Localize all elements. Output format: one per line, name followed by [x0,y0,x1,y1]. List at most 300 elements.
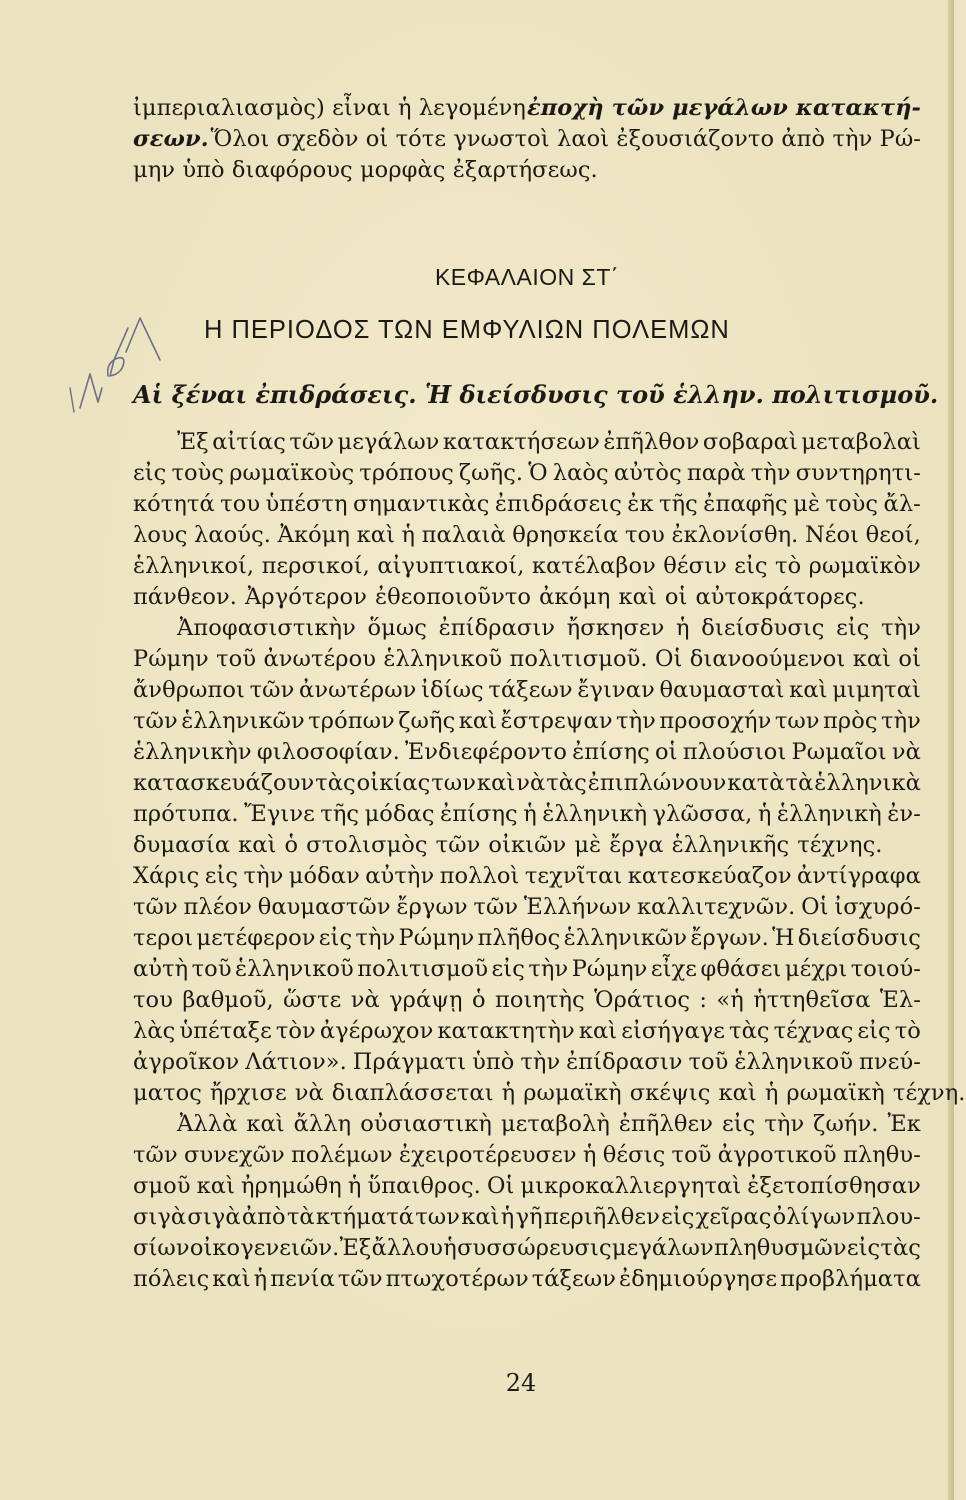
word: λαὸς [552,460,609,486]
word: «ἡ [716,987,744,1013]
word: τῆς [659,491,698,517]
text-line [133,551,921,582]
word: ἡ [501,1080,516,1106]
word: ἡ [253,1266,268,1292]
word: μιμηταὶ [832,677,921,703]
word: αὐτὴν [365,863,435,889]
word: τρόπους [359,460,454,486]
word: τέχνη. [892,1080,966,1106]
text-line [133,923,921,954]
word: του [624,522,665,548]
section-heading: Αἱ ξέναι ἐπιδράσεις. Ἡ διείσδυσις τοῦ ἑλλην. πολιτισμοῦ. [133,380,939,409]
word: ρωμαϊκὴ [523,1080,622,1106]
word: Χάρις [133,863,200,889]
word: γλῶσσα, [652,801,753,827]
word: τέχνας [773,1018,854,1044]
text-line [133,1047,921,1078]
word: ἐπῆλθεν [618,1111,714,1137]
word: κατέλαβον [531,553,656,579]
word: δυμασία [133,832,231,858]
word: κατεσκεύαζον [627,863,792,889]
text-line [133,706,921,737]
word: πνεύ- [859,1049,921,1075]
word: πολλοὶ [439,863,520,889]
word: Ρώμην [133,646,209,672]
word: αὐτοκράτορες. [695,584,865,610]
word: καὶ [196,1173,235,1199]
word: ἡ [443,1235,457,1261]
word: αὐτὴ [133,956,189,982]
word: πρότυπα. [133,801,239,827]
word: ἄλλη [293,1111,352,1137]
text-line [133,675,921,706]
word: ἄνθρωποι [133,677,245,703]
word: ἑλληνικοῦ [383,646,503,672]
page-number: 24 [505,1369,537,1397]
text-line [133,1264,921,1295]
word: διανοούμενοι [689,646,846,672]
page-edge [948,0,954,1500]
word: τὴν [764,1111,805,1137]
word: ἄλ- [883,491,921,517]
word: διείσδυσις [701,615,825,641]
word: Ρωμαῖοι [791,739,887,765]
word: Πράγματι [352,1049,467,1075]
word: εἰς [491,956,525,982]
word: τοὺς [171,460,225,486]
word: τῶν [337,1266,383,1292]
word: των [431,770,476,796]
word: κατακτητὴν [437,1018,575,1044]
word: των [415,1204,461,1230]
text-line [133,1233,921,1264]
word: μεταβολὴ [500,1111,610,1137]
word: ρωμαϊκὸν [808,553,921,579]
word: τῶν [133,1142,178,1168]
word: τοὺς [825,491,879,517]
word: εἰς [846,1235,881,1261]
word: πολιτισμοῦ. [509,646,648,672]
word: Οἱ [801,894,829,920]
word: σίων [133,1235,190,1261]
word: πόλεις [133,1266,210,1292]
word: καὶ [356,522,395,548]
word: ἤρχισε [209,1080,287,1106]
word: Ἀκόμη [277,522,351,548]
word: τῶν [435,832,481,858]
word: μέχρι [784,956,848,982]
word: μόδαν [288,863,360,889]
word: συσσώρευσις [457,1235,612,1261]
word: Ἡ [772,925,795,951]
word: φθάσει [700,956,782,982]
word: Ἑλ- [879,987,921,1013]
word: νὰ [294,1080,324,1106]
word: νὰ [516,770,546,796]
word: ἐπιπλώνουν [587,770,727,796]
word: καὶ [852,646,892,672]
word: τῶν [249,677,295,703]
word: εἰσήγαγε [621,1018,726,1044]
word: τὰς [729,1018,770,1044]
word: ἐξετοπίσθησαν [747,1173,921,1199]
word: ἀκόμη [539,584,611,610]
text-line [133,985,921,1016]
word: γῆ [515,1204,543,1230]
word: συντηρητι- [795,460,921,486]
text-line [133,520,921,551]
word: Οἱ [654,646,683,672]
word: τὸν [275,1018,316,1044]
word: ἰσχυρό- [834,894,921,920]
word: καὶ [476,770,516,796]
text-line [133,124,921,155]
word: ἀγροῖκον [133,1049,240,1075]
word: τάξεων [531,1266,617,1292]
text-line [133,1171,921,1202]
word: τῶν [133,708,178,734]
word: καὶ [212,1266,251,1292]
word: σιγὰ [187,1204,241,1230]
word: εἰς [661,1204,695,1230]
word: αἰγυπτιακοί, [377,553,525,579]
word: θαυμασταὶ [659,677,785,703]
word: εἶχε [650,956,698,982]
text-line [133,737,921,768]
word: ἔργων [396,894,468,920]
word: ἑλληνικὰ [814,770,921,796]
word: τοῦ [688,1049,729,1075]
word: κατὰ [727,770,785,796]
word: λὰς [133,1018,176,1044]
word: οἰκογενειῶν. [189,1235,340,1261]
word: ματος [133,1080,202,1106]
word: κατασκευάζουν [133,770,315,796]
word: ἑλληνικῶν [563,925,688,951]
word: τὰς [315,770,356,796]
word: τὴν [881,615,921,641]
word: πρὸς [823,708,878,734]
word: του [133,987,173,1013]
word: Ἑλλήνων [523,894,632,920]
text-line [133,892,921,923]
word: νὰ [891,739,921,765]
word: ἑλληνικὴ [542,801,648,827]
word: ὥστε [283,987,342,1013]
word: σημαντικὰς [352,491,490,517]
word: φιλοσοφίαν. [256,739,400,765]
word: τρόπων [308,708,395,734]
word: ὁ [471,987,486,1013]
word: πάνθεον. [133,584,238,610]
word: Ἐνδιεφέροντο [405,739,567,765]
word: ἤσκησεν [566,615,665,641]
word: ἐπίσης [440,801,518,827]
word: ἑλληνικοί, [133,553,255,579]
word: πλέον [183,894,252,920]
emphasized-text: σεων. [133,126,209,152]
word: διείσδυσις [797,925,921,951]
text-line [133,768,921,799]
word: ζωήν. [813,1111,879,1137]
word: Νέοι [804,522,860,548]
word: ὑπέταξε [179,1018,272,1044]
text-line [133,1109,921,1140]
word: Ἀποφασιστικὴν [177,615,356,641]
text-line [133,1016,921,1047]
word: μὲ [793,491,821,517]
word: τὴν [881,708,921,734]
word: ἡ [523,801,537,827]
word: πλῆθος [477,925,561,951]
word: ἑλληνικοῦ [235,956,354,982]
word: ὁ [284,832,299,858]
word: ἐχειροτέρευσεν [398,1142,577,1168]
word: ἔστρεψαν [500,708,613,734]
text-line [133,1202,921,1233]
handwritten-margin-mark [68,316,168,426]
word: ποιητὴς [494,987,585,1013]
word: τεχνῖται [524,863,623,889]
word: ὀλίγων [772,1204,856,1230]
word: ἑλληνικῶν [181,708,305,734]
text-line [133,954,921,985]
word: διαπλάσσεται [331,1080,494,1106]
word: ἄλλου [371,1235,444,1261]
word: μόδας [364,801,435,827]
word: ἐπιδράσεις [494,491,622,517]
word: περσικοί, [261,553,370,579]
intro-paragraph [133,93,921,186]
word: τέχνης. [797,832,883,858]
word: καὶ [789,677,828,703]
word: ἐπαφῆς [703,491,788,517]
word: πολέμων [291,1142,393,1168]
word: μεγάλων [611,1235,714,1261]
word: εἰς [318,925,353,951]
word: καὶ [246,1111,285,1137]
word: τῶν [289,429,335,455]
word: ἀνωτέρων [299,677,417,703]
word: πτωχοτέρων [385,1266,529,1292]
word: ἐν- [887,801,921,827]
word: καὶ [458,708,498,734]
word: ὅμως [367,615,428,641]
word: εἰς [133,460,167,486]
word: τοῦ [671,1142,712,1168]
word: Ἐξ [339,1235,372,1261]
word: ὕπαιθρος. [367,1173,481,1199]
text-run: Ὅλοι σχεδὸν οἱ τότε γνωστοὶ λαοὶ ἐξουσιάζοντο ἀπὸ τὴν Ρώ- [210,126,921,152]
word: Ἐξ [177,429,209,455]
word: οἰκιῶν [488,832,567,858]
word: καὶ [718,1080,757,1106]
word: πληθυ- [842,1142,921,1168]
word: οἱ [655,739,678,765]
word: θεοί, [865,522,921,548]
word: μετέφερον [196,925,316,951]
word: σμοῦ [133,1173,191,1199]
word: θρησκεία [512,522,619,548]
word: εἰς [734,553,768,579]
word: ἠρημώθη [241,1173,342,1199]
text-line [133,1140,921,1171]
word: ρωμαϊκὴ [786,1080,885,1106]
word: εἰς [857,1018,891,1044]
word: ἡ [757,801,772,827]
word: τοιού- [850,956,921,982]
chapter-title: Η ΠΕΡΙΟΔΟΣ ΤΩΝ ΕΜΦΥΛΙΩΝ ΠΟΛΕΜΩΝ [204,316,730,344]
word: πενία [270,1266,335,1292]
word: τὴν [750,460,791,486]
body-text [133,427,966,1295]
word: καὶ [618,584,657,610]
word: θέσις [602,1142,666,1168]
word: τῶν [473,894,519,920]
word: λους [133,522,188,548]
word: Οἱ [486,1173,515,1199]
word: ἐκ [627,491,654,517]
word: ἐπίδρασιν [438,615,556,641]
word: κατακτήσεων [442,429,600,455]
word: Ἔγινε [244,801,315,827]
word: καλλιτεχνῶν. [637,894,796,920]
word: ἔγιναν [577,677,655,703]
word: ἀγροτικοῦ [717,1142,837,1168]
word: τὴν [616,708,656,734]
word: ἡ [347,1173,362,1199]
text-line [133,458,921,489]
word: οὐσιαστικὴ [360,1111,492,1137]
word: ἀντίγραφα [797,863,921,889]
word: τὰ [286,1204,315,1230]
word: Ὁ [528,460,548,486]
word: τὰς [546,770,587,796]
word: ἡ [764,1080,779,1106]
word: πολιτισμοῦ [357,956,489,982]
emphasized-text: ἐποχὴ τῶν μεγάλων κατακτή- [526,95,921,121]
word: μικροκαλλιεργηταὶ [520,1173,742,1199]
word: μεταβολαὶ [801,429,921,455]
word: ὑπέστη [265,491,348,517]
word: γράψῃ [389,987,463,1013]
word: μὲ [574,832,602,858]
word: των [774,708,820,734]
word: ἰδίως [421,677,484,703]
word: τὰ [785,770,814,796]
word: τάξεων [488,677,573,703]
word: αὐτὸς [613,460,682,486]
word: ἀγέρωχον [319,1018,434,1044]
word: χεῖρας [695,1204,772,1230]
text-line [133,1078,966,1109]
word: τοῦ [191,956,232,982]
word: τὸ [775,553,802,579]
word: Ὁράτιος [594,987,691,1013]
word: ζωῆς [398,708,456,734]
word: παρὰ [686,460,746,486]
word: τὴν [528,956,569,982]
word: τὴν [355,925,396,951]
word: καὶ [238,832,277,858]
word: Ρώμην [398,925,475,951]
word: εἰς [721,1111,756,1137]
word: μεγάλων [337,429,440,455]
word: τὴν [520,1049,561,1075]
word: Ἀργότερον [245,584,367,610]
word: λαούς. [194,522,272,548]
word: ὑπὸ [472,1049,515,1075]
word: τὴν [243,863,284,889]
text-line [133,830,921,861]
word: τεροι [133,925,194,951]
word: προβλήματα [780,1266,921,1292]
word: ἐκλονίσθη. [671,522,799,548]
word: ἐδημιούργησε [619,1266,778,1292]
word: οἰκίας [356,770,431,796]
text-run: ἰμπεριαλιασμὸς) εἶναι ἡ λεγομένη [133,95,526,121]
word: ζωῆς. [458,460,524,486]
word: παλαιὰ [421,522,506,548]
word: του [220,491,261,517]
word: ἀπὸ [241,1204,286,1230]
word: ἑλληνικὴν [133,739,252,765]
word: ἑλληνικὴ [776,801,882,827]
word: ἐπίδρασιν [566,1049,683,1075]
word: ἡ [676,615,690,641]
word: τοῦ [216,646,257,672]
word: : [699,987,708,1013]
word: ἔργα [609,832,664,858]
word: ἡ [582,1142,597,1168]
word: εἰς [204,863,239,889]
word: ἑλληνικῆς [671,832,790,858]
word: πλούσιοι [682,739,787,765]
word: ἔργων. [690,925,769,951]
word: τῆς [320,801,360,827]
text-line [133,861,921,892]
word: ἐπῆλθον [603,429,700,455]
word: οἱ [664,584,688,610]
word: Ἀλλὰ [177,1111,238,1137]
word: περιῆλθεν [543,1204,660,1230]
word: συνεχῶν [184,1142,285,1168]
word: προσοχήν [659,708,772,734]
text-line [133,613,921,644]
text-line [133,427,921,458]
text-run: μην ὑπὸ διαφόρους μορφὰς ἐξαρτήσεως. [133,157,598,183]
word: τῶν [133,894,178,920]
text-line [133,582,921,613]
word: σκέψις [629,1080,711,1106]
word: νὰ [350,987,380,1013]
chapter-label: ΚΕΦΑΛΑΙΟΝ ΣΤ΄ [434,264,620,290]
word: κότητά [133,491,215,517]
word: καὶ [461,1204,500,1230]
text-line [133,799,921,830]
word: σοβαραὶ [702,429,798,455]
text-line [133,644,921,675]
word: θαυμαστῶν [257,894,391,920]
word: Ἐκ [887,1111,921,1137]
word: ἡ [500,1204,515,1230]
word: ἑλληνικοῦ [734,1049,854,1075]
word: πλου- [856,1204,921,1230]
word: τὸ [894,1018,921,1044]
word: ἡττηθεῖσα [753,987,871,1013]
word: καὶ [578,1018,618,1044]
word: ρωμαϊκοὺς [229,460,355,486]
